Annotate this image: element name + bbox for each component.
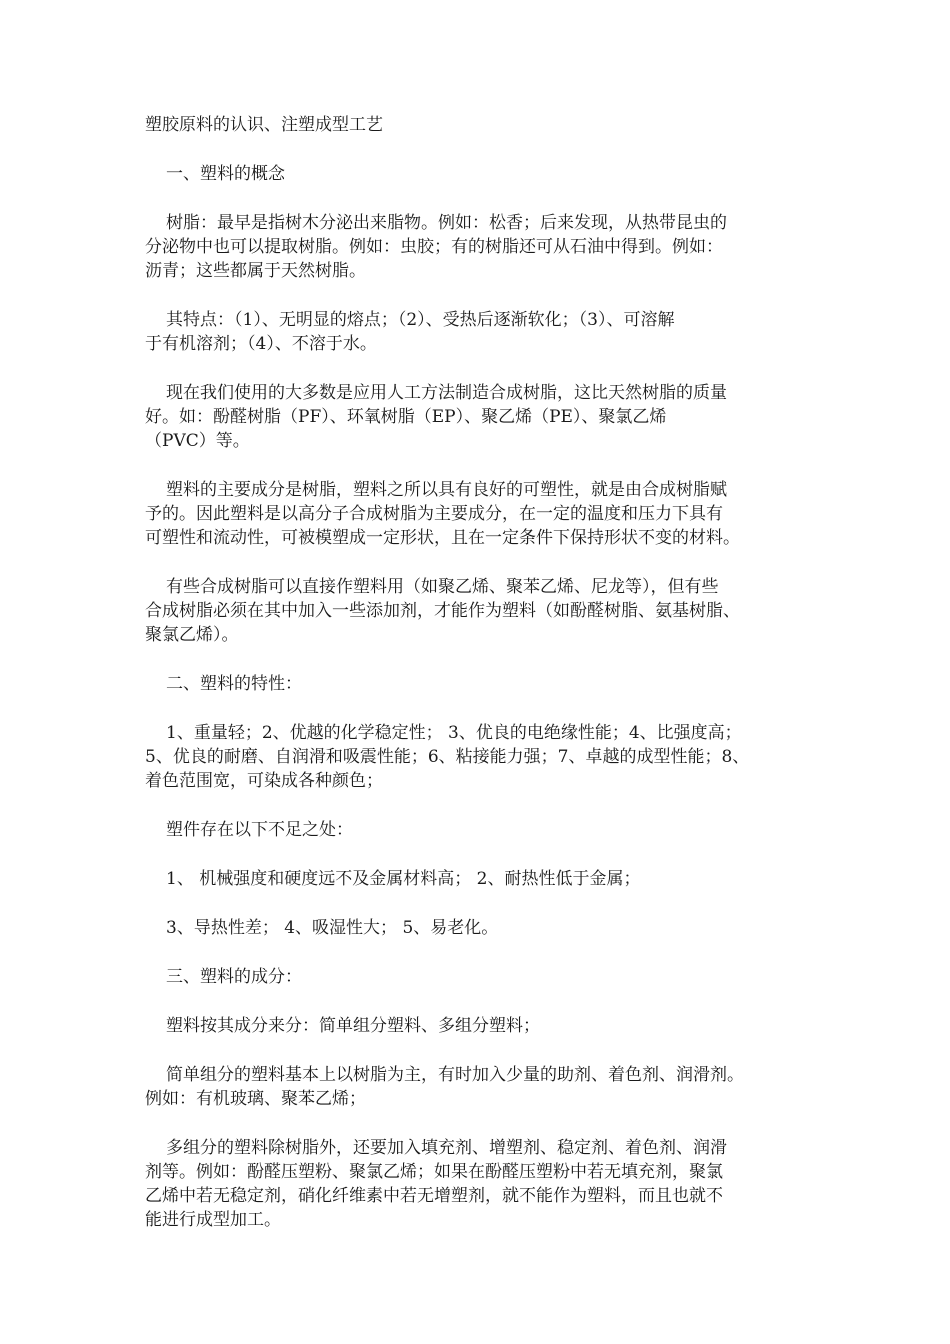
paragraph-line: 聚氯乙烯）。 bbox=[145, 625, 239, 645]
paragraph-line: 三、塑料的成分： bbox=[166, 967, 302, 987]
paragraph-line: 剂等。例如：酚醛压塑粉、聚氯乙烯；如果在酚醛压塑粉中若无填充剂，聚氯 bbox=[145, 1162, 723, 1182]
paragraph-simple-composition bbox=[145, 1063, 825, 1111]
paragraph-multi-composition bbox=[145, 1136, 825, 1232]
document-body bbox=[145, 113, 825, 1232]
paragraph-line: 1、 机械强度和硬度远不及金属材料高； 2、耐热性低于金属； bbox=[166, 869, 641, 889]
paragraph-line: 现在我们使用的大多数是应用人工方法制造合成树脂，这比天然树脂的质量 bbox=[166, 383, 727, 403]
paragraph-synthetic-resin bbox=[145, 381, 825, 453]
paragraph-line: 于有机溶剂；（4）、不溶于水。 bbox=[145, 334, 377, 354]
document-title-block bbox=[145, 113, 825, 137]
paragraph-line: 塑件存在以下不足之处： bbox=[166, 820, 353, 840]
paragraph-additives bbox=[145, 575, 825, 647]
paragraph-shortcomings-intro bbox=[145, 818, 825, 842]
paragraph-line: 沥青；这些都属于天然树脂。 bbox=[145, 261, 366, 281]
paragraph-line: 有些合成树脂可以直接作塑料用（如聚乙烯、聚苯乙烯、尼龙等），但有些 bbox=[166, 577, 719, 597]
paragraph-line: 着色范围宽，可染成各种颜色； bbox=[145, 771, 383, 791]
paragraph-line: 乙烯中若无稳定剂，硝化纤维素中若无增塑剂，就不能作为塑料，而且也就不 bbox=[145, 1186, 723, 1206]
paragraph-line: 能进行成型加工。 bbox=[145, 1210, 281, 1230]
paragraph-line: 5、优良的耐磨、自润滑和吸震性能；6、粘接能力强；7、卓越的成型性能；8、 bbox=[145, 747, 750, 767]
paragraph-shortcomings-2 bbox=[145, 916, 825, 940]
paragraph-line: 多组分的塑料除树脂外，还要加入填充剂、增塑剂、稳定剂、着色剂、润滑 bbox=[166, 1138, 727, 1158]
paragraph-line: 塑料的主要成分是树脂，塑料之所以具有良好的可塑性，就是由合成树脂赋 bbox=[166, 480, 727, 500]
paragraph-line: 分泌物中也可以提取树脂。例如：虫胶；有的树脂还可从石油中得到。例如： bbox=[145, 237, 723, 257]
paragraph-line: 塑料按其成分来分：简单组分塑料、多组分塑料； bbox=[166, 1016, 540, 1036]
document-title: 塑胶原料的认识、注塑成型工艺 bbox=[145, 115, 383, 135]
paragraph-line: （PVC）等。 bbox=[145, 431, 250, 451]
paragraph-line: 好。如：酚醛树脂（PF）、环氧树脂（EP）、聚乙烯（PE）、聚氯乙烯 bbox=[145, 407, 667, 427]
paragraph-line: 合成树脂必须在其中加入一些添加剂，才能作为塑料（如酚醛树脂、氨基树脂、 bbox=[145, 601, 740, 621]
section-heading-2 bbox=[145, 672, 825, 696]
paragraph-line: 可塑性和流动性，可被模塑成一定形状，且在一定条件下保持形状不变的材料。 bbox=[145, 528, 740, 548]
paragraph-line: 一、塑料的概念 bbox=[166, 164, 285, 184]
section-heading-1 bbox=[145, 162, 825, 186]
paragraph-line: 例如：有机玻璃、聚苯乙烯； bbox=[145, 1089, 366, 1109]
paragraph-line: 树脂：最早是指树木分泌出来脂物。例如：松香；后来发现，从热带昆虫的 bbox=[166, 213, 727, 233]
paragraph-line: 简单组分的塑料基本上以树脂为主，有时加入少量的助剂、着色剂、润滑剂。 bbox=[166, 1065, 744, 1085]
paragraph-line: 二、塑料的特性： bbox=[166, 674, 302, 694]
section-heading-3 bbox=[145, 965, 825, 989]
paragraph-line: 1、重量轻；2、优越的化学稳定性； 3、优良的电绝缘性能；4、比强度高； bbox=[166, 723, 742, 743]
paragraph-line: 其特点：（1）、无明显的熔点；（2）、受热后逐渐软化；（3）、可溶解 bbox=[166, 310, 675, 330]
paragraph-resin-features bbox=[145, 308, 825, 356]
paragraph-composition-types bbox=[145, 1014, 825, 1038]
paragraph-line: 3、导热性差； 4、吸湿性大； 5、易老化。 bbox=[166, 918, 499, 938]
paragraph-plastic-composition bbox=[145, 478, 825, 550]
paragraph-properties bbox=[145, 721, 825, 793]
paragraph-line: 予的。因此塑料是以高分子合成树脂为主要成分，在一定的温度和压力下具有 bbox=[145, 504, 723, 524]
paragraph-shortcomings-1 bbox=[145, 867, 825, 891]
paragraph-resin-definition bbox=[145, 211, 825, 283]
